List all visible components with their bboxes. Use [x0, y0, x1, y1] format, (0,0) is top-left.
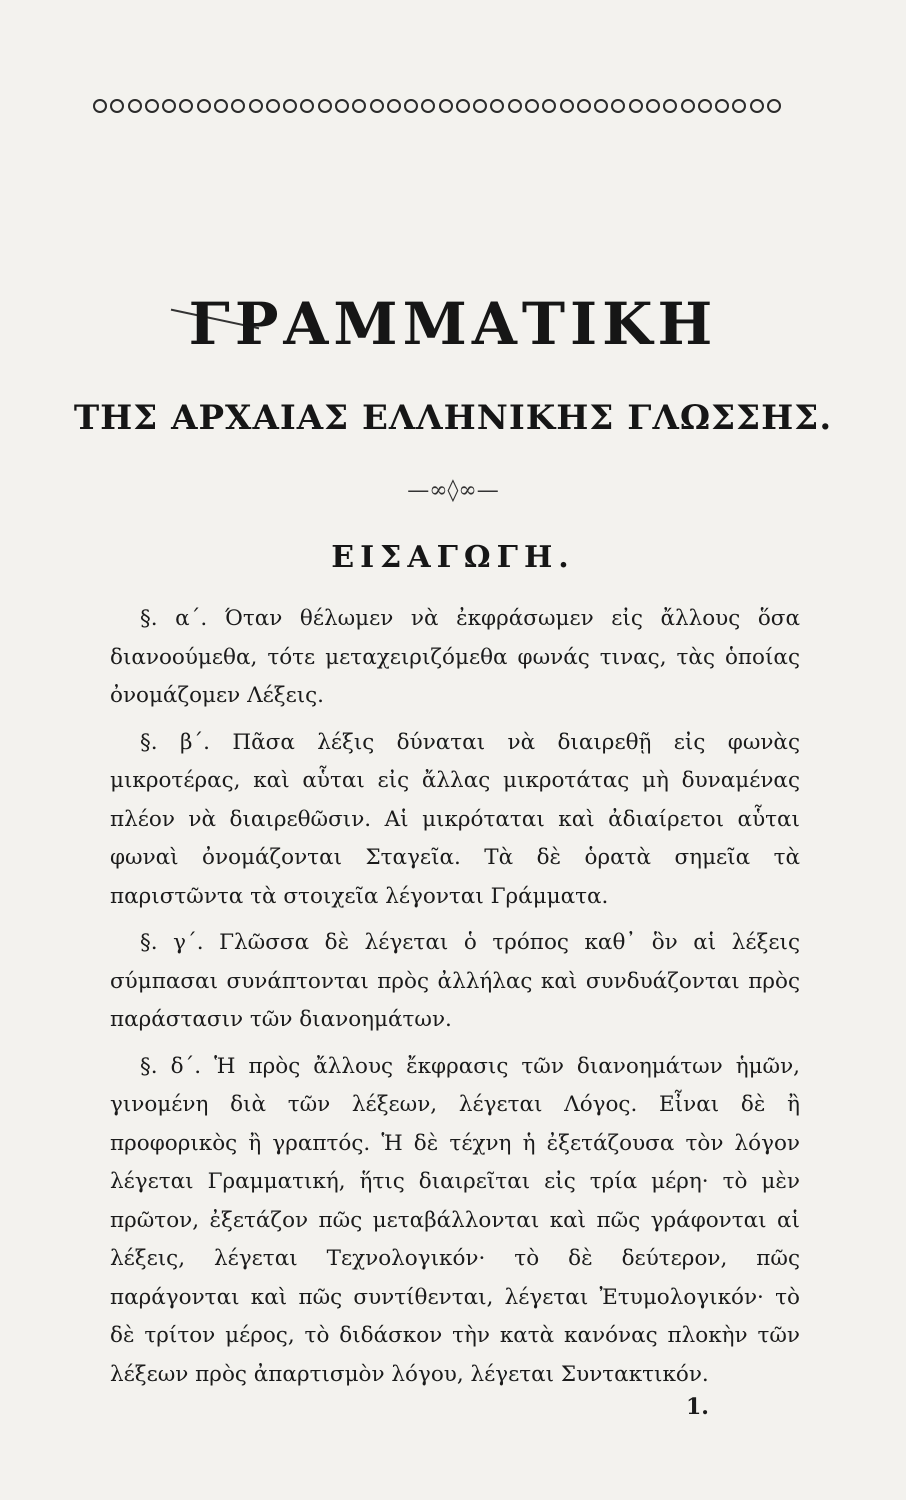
paragraph [110, 724, 800, 917]
paragraph-text: Ἡ πρὸς ἄλλους ἔκφρασις τῶν διανοημάτων ἡμῶν, γινομένη διὰ τῶν λέξεων, λέγεται Λόγος. Εἶναι δὲ ἢ προφορικὸς ἢ γραπτός. Ἡ δὲ τέχνη ἡ ἐξετάζουσα τὸν λόγον λέγεται Γραμματική, ἥτις διαιρεῖται εἰς τρία μέρη· τὸ μὲν πρῶτον, ἐξετάζον πῶς μεταβάλλονται καὶ πῶς γράφονται αἱ λέξεις, λέγεται Τεχνολογικόν· τὸ δὲ δεύτερον, πῶς παράγονται καὶ πῶς συντίθενται, λέγεται Ἐτυμολογικόν· τὸ δὲ τρίτον μέρος, τὸ διδάσκον τὴν κατὰ κανόνας πλοκὴν τῶν λέξεων πρὸς ἀπαρτισμὸν λόγου, λέγεται Συντακτικόν. [110, 1053, 800, 1387]
ornamental-divider: —∞◊∞— [407, 478, 499, 503]
ornamental-border-band [92, 95, 782, 117]
section-marker: §. γ΄. [140, 930, 204, 955]
body-text [110, 600, 800, 1402]
page-subtitle: ΤΗΣ ΑΡΧΑΙΑΣ ΕΛΛΗΝΙΚΗΣ ΓΛΩΣΣΗΣ. [73, 398, 833, 438]
paragraph [110, 924, 800, 1040]
paragraph-text: Όταν θέλωμεν νὰ ἐκφράσωμεν εἰς ἄλλους ὅσα διανοούμεθα, τότε μεταχειριζόμεθα φωνάς τινας, τὰς ὁποίας ὀνομάζομεν Λέξεις. [110, 606, 800, 708]
paragraph [110, 1048, 800, 1395]
page-number: 1. [686, 1394, 709, 1420]
section-heading: ΕΙΣΑΓΩΓΗ. [331, 540, 575, 575]
paragraph-text: Πᾶσα λέξις δύναται νὰ διαιρεθῇ εἰς φωνὰς μικροτέρας, καὶ αὗται εἰς ἄλλας μικροτάτας μὴ δυναμένας πλέον νὰ διαιρεθῶσιν. Αἱ μικρόταται καὶ ἀδιαίρετοι αὗται φωναὶ ὀνομάζονται Σταγεῖα. Τὰ δὲ ὁρατὰ σημεῖα τὰ παριστῶντα τὰ στοιχεῖα λέγονται Γράμματα. [110, 729, 800, 909]
section-marker: §. δ΄. [140, 1053, 202, 1079]
paragraph-text: Γλῶσσα δὲ λέγεται ὁ τρόπος καθ᾿ ὃν αἱ λέξεις σύμπασαι συνάπτονται πρὸς ἀλλήλας καὶ συνδυάζονται πρὸς παράστασιν τῶν διανοημάτων. [110, 930, 800, 1032]
section-marker: §. α΄. [140, 606, 208, 631]
section-marker: §. β΄. [140, 729, 210, 755]
page-title: ΓΡΑΜΜΑΤΙΚΗ [188, 290, 718, 358]
paragraph [110, 600, 800, 716]
